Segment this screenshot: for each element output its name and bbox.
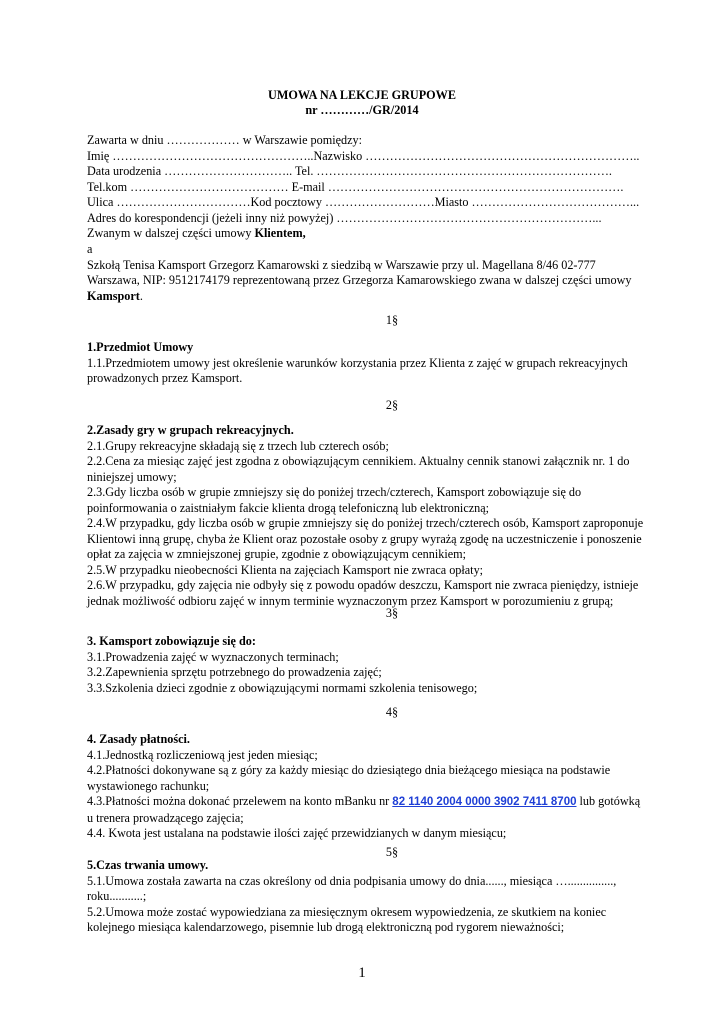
company-name: Kamsport — [87, 288, 140, 303]
section-2-item-2: 2.2.Cena za miesiąc zajęć jest zgodna z obowiązującym cennikiem. Aktualny cennik stanowi załącznik nr. 1 do niniejszej umowy; — [87, 454, 630, 484]
section-2-item-4: 2.4.W przypadku, gdy liczba osób w grupie zmniejszy się do poniżej trzech/czterech osób, Kamsport zaproponuje Klientowi inną grupę, chyba że Klient oraz pozostałe osoby z grupy wyrażą zgodę na uczestniczenie i ponoszenie opłat za zajęcia w zmniejszonej grupie, zgodnie z obowiązującym cennikiem; — [87, 516, 644, 561]
section-2-heading: 2.Zasady gry w grupach rekreacyjnych. — [87, 423, 294, 437]
contract-place-line: Zawarta w dniu ……………… w Warszawie pomiędzy: — [87, 133, 362, 147]
section-3-item-1: 3.1.Prowadzenia zajęć w wyznaczonych terminach; — [87, 649, 339, 664]
paragraph-mark-4: 4§ — [385, 705, 399, 719]
client-prefix: Zwanym w dalszej części umowy — [87, 226, 255, 240]
section-1-item-1: 1.1.Przedmiotem umowy jest określenie warunków korzystania przez Klienta z zajęć w grupach rekreacyjnych prowadzonych przez Kamsport. — [87, 355, 628, 385]
section-4-item-2: 4.2.Płatności dokonywane są z góry za każdy miesiąc do dziesiątego dnia bieżącego miesiąca na podstawie wystawionego rachunku; — [87, 763, 611, 793]
document-title: UMOWA NA LEKCJE GRUPOWE — [268, 88, 456, 102]
contract-number: nr …………/GR/2014 — [305, 103, 419, 117]
mobile-email-line: Tel.kom ………………………………… E-mail ………………………………………………………………. — [87, 179, 624, 194]
section-5-item-2: 5.2.Umowa może zostać wypowiedziana za miesięcznym okresem wypowiedzenia, ze skutkiem na koniec kolejnego miesiąca kalendarzowego, pisemnie lub drogą elektroniczną pod rygorem nieważności; — [87, 904, 607, 934]
company-end: . — [139, 288, 143, 303]
paragraph-mark-2: 2§ — [385, 398, 399, 412]
section-5 — [87, 858, 647, 936]
section-3-item-3: 3.3.Szkolenia dzieci zgodnie z obowiązującymi normami szkolenia tenisowego; — [87, 680, 478, 695]
paragraph-mark-1: 1§ — [385, 313, 399, 327]
section-1-heading: 1.Przedmiot Umowy — [87, 340, 194, 354]
section-2-item-3: 2.3.Gdy liczba osób w grupie zmniejszy się do poniżej trzech/czterech, Kamsport zobowiązuje się do poinformowania o zaistniałym fakcie klienta drogą telefoniczną lub elektroniczną; — [87, 485, 582, 515]
section-3-item-2: 3.2.Zapewnienia sprzętu potrzebnego do prowadzenia zajęć; — [87, 665, 382, 679]
payment-prefix: 4.3.Płatności można dokonać przelewem na konto mBanku nr — [87, 794, 393, 808]
address-line: Ulica ……………………………Kod pocztowy ………………………Miasto …………………………………... — [87, 195, 640, 209]
company-description — [87, 258, 647, 305]
parties-block — [87, 133, 647, 242]
section-2-item-1: 2.1.Grupy rekreacyjne składają się z trzech lub czterech osób; — [87, 438, 389, 453]
section-2-item-6: 2.6.W przypadku, gdy zajęcia nie odbyły się z powodu opadów deszczu, Kamsport nie zwraca pieniędzy, istnieje jednak możliwość odbioru zajęć w innym terminie wyznaczonym przez Kamsport w porozumieniu z grupą; — [87, 578, 639, 608]
section-2-item-5: 2.5.W przypadku nieobecności Klienta na zajęciach Kamsport nie zwraca opłaty; — [87, 562, 484, 577]
section-5-heading: 5.Czas trwania umowy. — [87, 858, 209, 872]
section-4 — [87, 732, 647, 842]
company-text: Szkołą Tenisa Kamsport Grzegorz Kamarowski z siedzibą w Warszawie przy ul. Magellana 8/46 02-777 Warszawa, NIP: 9512174179 reprezentowaną przez Grzegorza Kamarowskiego zwana w dalszej części umowy — [87, 257, 632, 287]
payment-suffix: lub gotówką u trenera prowadzącego zajęcia; — [87, 794, 641, 825]
client-name: Klientem, — [254, 226, 306, 240]
name-surname-line: Imię …………………………………………..Nazwisko ………………………………………………………….. — [87, 148, 640, 163]
birthdate-phone-line: Data urodzenia ………………………….. Tel. ………………………………………………………………. — [87, 164, 612, 178]
section-4-item-1: 4.1.Jednostką rozliczeniową jest jeden miesiąc; — [87, 747, 318, 762]
section-4-item-4: 4.4. Kwota jest ustalana na podstawie ilości zajęć przewidzianych w danym miesiącu; — [87, 826, 507, 840]
company-block — [87, 242, 647, 304]
section-2 — [87, 423, 647, 609]
section-1 — [87, 340, 647, 387]
page-number: 1 — [358, 965, 366, 981]
section-4-heading: 4. Zasady płatności. — [87, 732, 190, 746]
section-3-heading: 3. Kamsport zobowiązuje się do: — [87, 634, 256, 648]
correspondence-address-line: Adres do korespondencji (jeżeli inny niż powyżej) ………………………………………………………... — [87, 210, 602, 225]
bank-account-link[interactable]: 82 1140 2004 0000 3902 7411 8700 — [392, 796, 577, 808]
and-word: a — [87, 242, 93, 256]
section-5-item-1: 5.1.Umowa została zawarta na czas określony od dnia podpisania umowy do dnia......, miesiąca …..............., roku...........; — [87, 873, 617, 903]
section-3 — [87, 634, 647, 696]
paragraph-mark-3: 3§ — [385, 606, 399, 620]
client-definition — [87, 226, 647, 242]
section-4-item-3 — [87, 794, 647, 826]
paragraph-mark-5: 5§ — [385, 845, 399, 859]
